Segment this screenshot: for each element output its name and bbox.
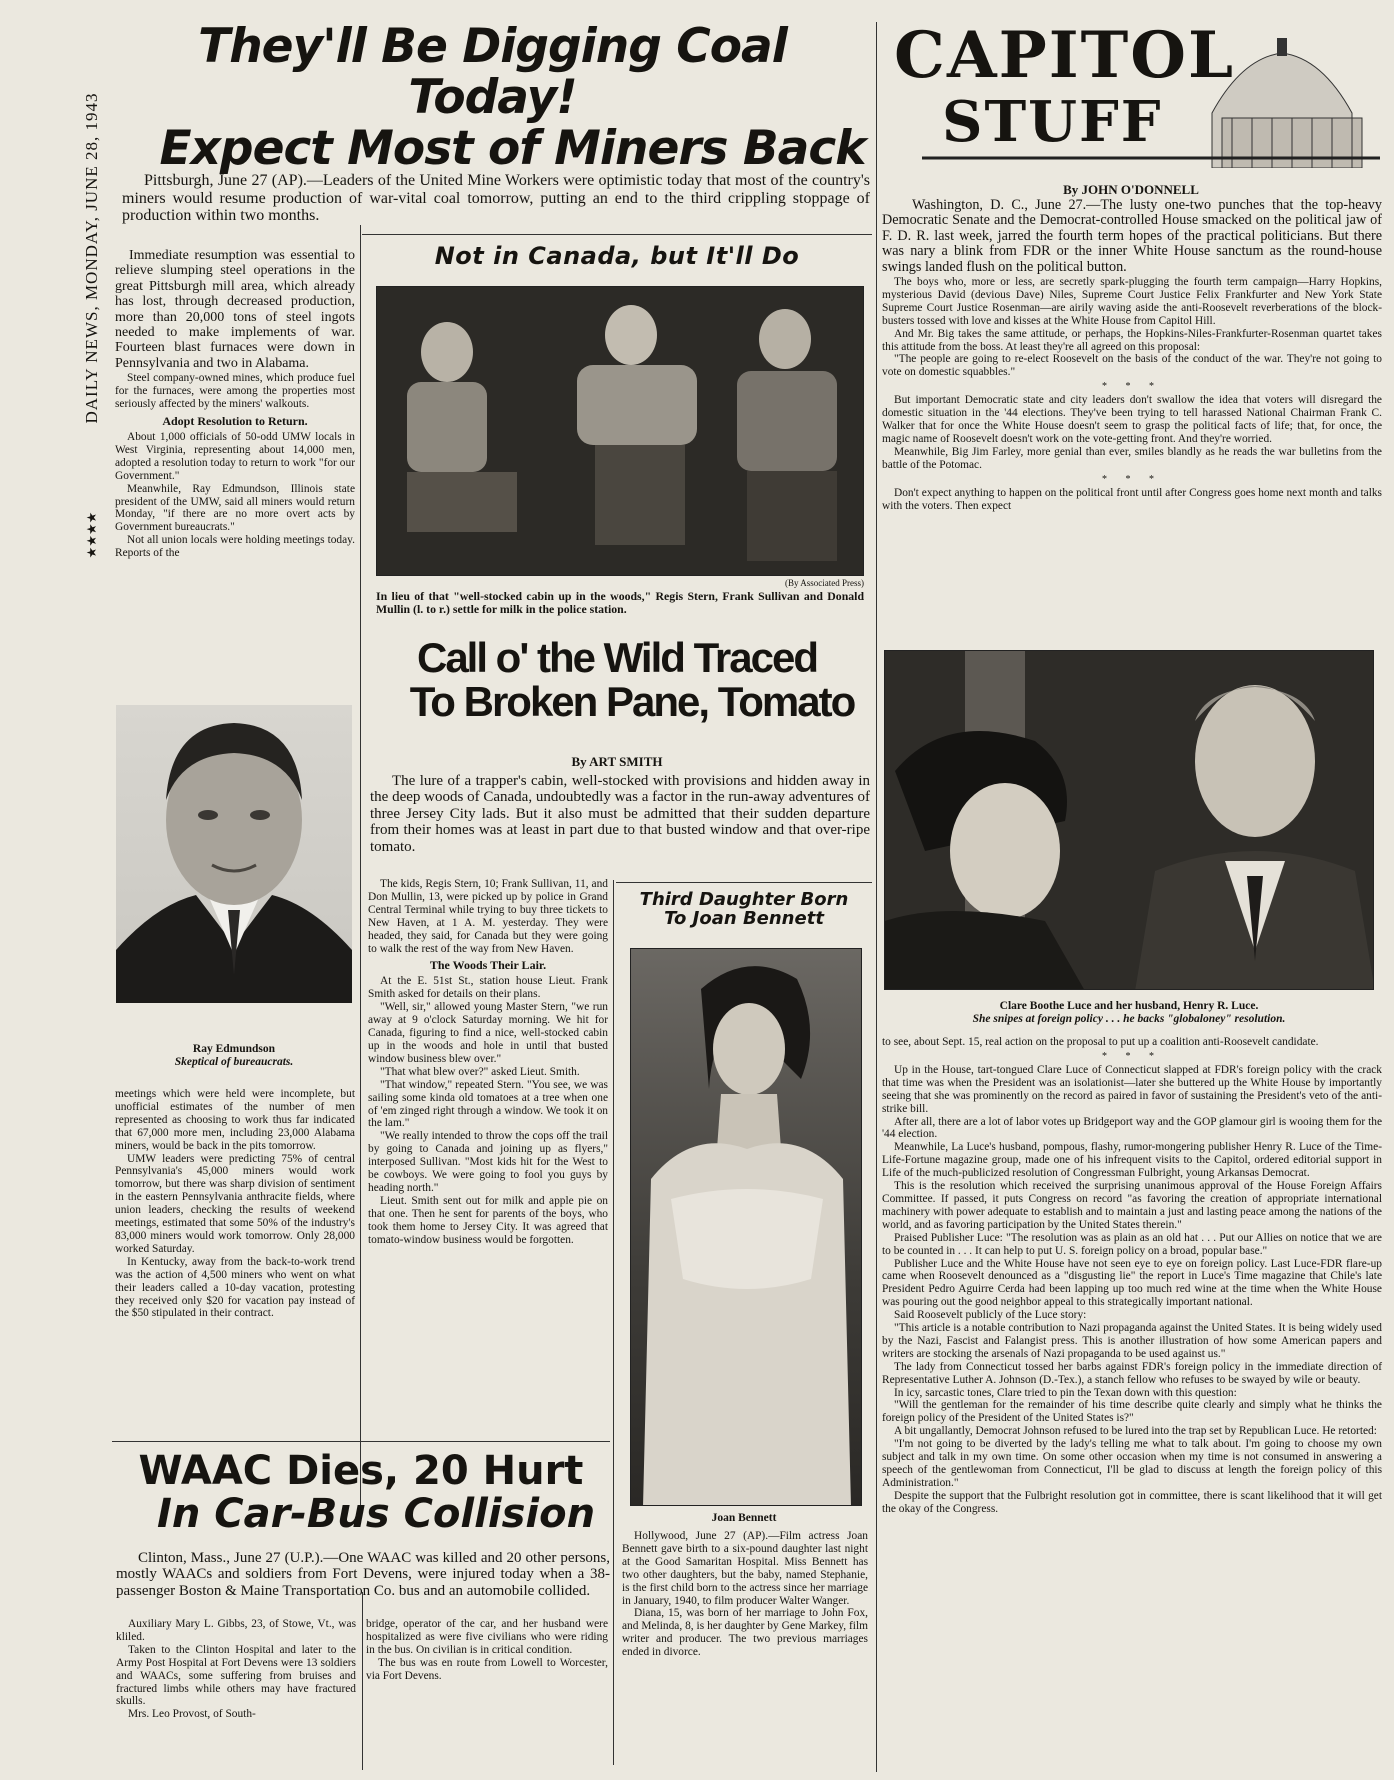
- capitol-paragraph: "Will the gentleman for the remainder of his time describe quite clearly and simply what he thinks the foreign policy of the President of the United States is?": [882, 1399, 1382, 1425]
- column-rule: [613, 880, 614, 1765]
- waac-lead-text: Clinton, Mass., June 27 (U.P.).—One WAAC was killed and 20 other persons, mostly WAACs and soldiers from Fort Devens, were injured today when a 38-passenger Boston & Maine Transportation Co. bus and an automobile collided.: [116, 1550, 610, 1599]
- capitol-paragraph: After all, there are a lot of labor votes up Bridgeport way and the GOP glamour girl is wooing them for the '44 election.: [882, 1115, 1382, 1141]
- capitol-body-bottom: [882, 1036, 1382, 1516]
- canada-credit-text: (By Associated Press): [785, 578, 864, 588]
- section-rule: [362, 234, 872, 235]
- waac-column-2: [366, 1618, 608, 1683]
- wild-paragraph: The kids, Regis Stern, 10; Frank Sullivan, 11, and Don Mullin, 13, were picked up by police in Grand Central Terminal while trying to buy three tickets to New Haven, at 1 A. M. yesterday. They were headed, they said, for Canada but they were going to walk the rest of the way from New Haven.: [368, 878, 608, 955]
- section-dots: * * *: [1102, 381, 1162, 393]
- section-rule: [616, 882, 872, 883]
- luce-illustration: [885, 651, 1374, 990]
- capitol-paragraph: This is the resolution which received the surprising unanimous approval of the House Foreign Affairs Committee. If passed, it puts Congress on record "as favoring the creation of appropriate international machinery with power adequate to establish and to maintain a just and lasting peace among the nations of the world, and as favoring participation by the United States therein.": [882, 1180, 1382, 1231]
- capitol-paragraph: Despite the support that the Fulbright resolution got in committee, there is scant likelihood that it will get the okay of the Congress.: [882, 1489, 1382, 1515]
- column-rule: [876, 22, 877, 1772]
- bennett-paragraph: Diana, 15, was born of her marriage to John Fox, and Melinda, 8, is her daughter by Gene Markey, film writer and producer. The two previous marriages ended in divorce.: [622, 1607, 868, 1659]
- capitol-body-top: [882, 198, 1382, 513]
- waac-headline-line2: In Car-Bus Collision: [156, 1491, 596, 1538]
- bennett-paragraph: Hollywood, June 27 (AP).—Film actress Joan Bennett gave birth to a six-pound daughter last night at the Good Samaritan Hospital. Miss Bennett has two other daughters, but the baby, named Stephanie, is the first child born to the actress since her marriage in January, 1940, to film producer Walter Wanger.: [622, 1530, 868, 1607]
- wild-paragraph: Lieut. Smith sent out for milk and apple pie on that one. Then he sent for parents of the boys, who took them home to Jersey City. It was agreed that tomato-window business would be forgotten.: [368, 1194, 608, 1246]
- capitol-paragraph: The boys who, more or less, are secretly spark-plugging the fourth term campaign—Harry Hopkins, mysterious David (devious Dave) Niles, Supreme Court Justice Felix Frankfurter and New York State Supreme Court Justice Rosenman—are airily waving aside the anti-Roosevelt reverberations of the block-busters tossed with love and kisses at the White House from Capitol Hill.: [882, 276, 1382, 327]
- canada-photo-caption: [376, 590, 864, 616]
- wild-paragraph: "We really intended to throw the cops off the trail by going to Canada and joining up as flyers," interposed Sullivan. "Most kids hit for the West to be cowboys. We were going to fool you guys by heading north.": [368, 1130, 608, 1194]
- capitol-paragraph: A bit ungallantly, Democrat Johnson refused to be lured into the trap set by Republican Luce. He retorted:: [894, 1425, 1377, 1438]
- coal-paragraph: Not all union locals were holding meetings today. Reports of the: [115, 534, 355, 560]
- coal-headline-line1: They'll Be Digging Coal Today!: [198, 19, 787, 125]
- luce-caption-text: Clare Boothe Luce and her husband, Henry R. Luce.: [999, 1000, 1259, 1012]
- capitol-paragraph: Up in the House, tart-tongued Clare Luce of Connecticut slapped at FDR's foreign policy with the crack that time was when the President was an isolationist—later she buttered up the White House by importantly seeing that she was prominently on the record as paired in favor of sustaining the President's veto of the anti-strike bill.: [882, 1063, 1382, 1115]
- capitol-paragraph: "This article is a notable contribution to Nazi propaganda against the United States. It is being widely used by the Nazi, Fascist and Falangist press. This is another illustration of how some American papers and writers are stocking the arsenals of Nazi propaganda to be used against us.": [882, 1322, 1382, 1360]
- luce-photo-caption: [884, 1000, 1374, 1026]
- bennett-body: [622, 1530, 868, 1659]
- waac-paragraph: Auxiliary Mary L. Gibbs, 23, of Stowe, Vt., was kliled.: [116, 1618, 356, 1643]
- wild-lead-text: The lure of a trapper's cabin, well-stocked with provisions and hidden away in the deep woods of Canada, undoubtedly was a factor in the run-away adventures of three Jersey City lads. But it also must be admitted that their sudden departure from their homes was at least in part due to that busted window and that over-ripe tomato.: [370, 773, 870, 855]
- capitol-paragraph: In icy, sarcastic tones, Clare tried to pin the Texan down with this question:: [894, 1386, 1237, 1399]
- waac-paragraph: Taken to the Clinton Hospital and later to the Army Post Hospital at Fort Devens were 13 soldiers and WAACs, some suffering from bruises and fractured limbs while others may have fractured skulls.: [116, 1643, 356, 1708]
- wild-paragraph: "That what blew over?" asked Lieut. Smith.: [380, 1065, 580, 1078]
- joan-bennett-photo: [630, 948, 862, 1506]
- canada-title-text: Not in Canada, but It'll Do: [434, 242, 800, 270]
- section-dots: * * *: [1102, 1050, 1162, 1062]
- luce-caption-desc: She snipes at foreign policy . . . he backs "globaloney" resolution.: [972, 1012, 1286, 1025]
- wild-column: [368, 878, 608, 1246]
- capitol-logo-line2: STUFF: [942, 89, 1163, 155]
- coal-paragraph: Steel company-owned mines, which produce fuel for the furnaces, were among the properties most seriously affected by the miners' walkouts.: [115, 372, 355, 411]
- coal-headline-line2: Expect Most of Miners Back: [159, 120, 866, 176]
- coal-paragraph: meetings which were held were incomplete, but unofficial estimates of the number of men represented as choosing to work thus far indicated that 67,000 more men, including 23,000 Alabama miners, would be back in the pits tomorrow.: [115, 1088, 355, 1152]
- canada-caption-text: In lieu of that "well-stocked cabin up in the woods," Regis Stern, Frank Sullivan and Donald Mullin (l. to r.) settle for milk in the police station.: [376, 589, 864, 616]
- capitol-paragraph: But important Democratic state and city leaders don't swallow the idea that voters will disregard the domestic situation in the '44 elections. They've been trying to tell harassed National Chairman Frank C. Walker that for once the White House doesn't seem to grasp the political facts of life; that, for once, the magic name of Roosevelt doesn't work on the vote-getting front. And they're worried.: [882, 394, 1382, 445]
- coal-paragraph: UMW leaders were predicting 75% of central Pennsylvania's 45,000 miners would work tomorrow, but there was sharp division of sentiment in the eastern Pennsylvania anthracite fields, where union leaders, checking the results of weekend meetings, estimated that some 50% of the industry's 83,000 miners would work tomorrow. Only 28,000 worked Saturday.: [115, 1152, 355, 1255]
- capitol-paragraph: Publisher Luce and the White House have not seen eye to eye on foreign policy. Last Luce-FDR flare-up came when Roosevelt denounced as a "disgusting lie" the report in Luce's Time magazine that Chile's late President Pedro Aguirre Cerda had been lapping up too much red wine at the time when the White House was pouring out the good neighbor appeal to this strategically important national.: [882, 1257, 1382, 1309]
- coal-lead: [122, 172, 870, 225]
- waac-column-1: [116, 1618, 356, 1721]
- wild-byline: [362, 752, 872, 772]
- waac-headline: [112, 1450, 610, 1536]
- wild-headline-line1: Call o' the Wild Traced: [416, 634, 818, 681]
- column-rule: [362, 1592, 363, 1770]
- ray-caption-desc: Skeptical of bureaucrats.: [174, 1055, 294, 1068]
- capitol-paragraph: "I'm not going to be diverted by the lady's telling me what to talk about. I'm going to choose my own subject and talk in my own time. On some other occasion when my time is not consumed in answering a speech of the gentlewoman from Connecticut, I'll be glad to discuss at length the foreign policy of this Administration.": [882, 1438, 1382, 1489]
- edition-stars-text: ★★★★: [84, 511, 99, 559]
- coal-headline: [115, 19, 870, 176]
- waac-lead: [116, 1550, 610, 1599]
- wild-headline: [362, 636, 872, 724]
- coal-column-bottom: [115, 1088, 355, 1320]
- luce-couple-photo: [884, 650, 1374, 990]
- waac-paragraph: Mrs. Leo Provost, of South-: [128, 1708, 256, 1721]
- bennett-headline-line1: Third Daughter Born: [639, 889, 849, 910]
- capitol-logo-line1: CAPITOL: [894, 18, 1236, 93]
- canada-photo-title: [362, 244, 872, 270]
- waac-paragraph: bridge, operator of the car, and her husband were hospitalized as were five civilians who were riding in the bus. On civilian is in critical condition.: [366, 1618, 608, 1656]
- dateline-text: DAILY NEWS, MONDAY, JUNE 28, 1943: [82, 92, 101, 424]
- wild-headline-line2: To Broken Pane, Tomato: [409, 678, 855, 726]
- capitol-byline-text: By JOHN O'DONNELL: [1063, 182, 1199, 197]
- capitol-paragraph: Meanwhile, La Luce's husband, pompous, flashy, rumor-mongering publisher Henry R. Luce of the Time-Life-Fortune magazine group, made one of his infrequent visits to the Capitol, ordered editorial support in Life of the much-publicized resolution of Congressman Fulbright, young Arkansas Democrat.: [882, 1141, 1382, 1180]
- bennett-illustration: [631, 949, 862, 1506]
- capitol-paragraph: Don't expect anything to happen on the political front until after Congress goes home next month and talks with the voters. Then expect: [882, 486, 1382, 512]
- wild-paragraph: At the E. 51st St., station house Lieut. Frank Smith asked for details on their plans.: [368, 975, 608, 1001]
- capitol-paragraph: And Mr. Big takes the same attitude, or perhaps, the Hopkins-Niles-Frankfurter-Rosenman quartet takes this attitude from the boss. At least they're all agreed on this proposal:: [882, 327, 1382, 353]
- capitol-paragraph: Praised Publisher Luce: "The resolution was as plain as an old hat . . . Put our Allies on notice that we are to be counted in . . . It can help to put U. S. foreign policy on a broad, popular base.": [882, 1231, 1382, 1257]
- column-rule: [360, 225, 361, 1515]
- wild-lead: [370, 773, 870, 855]
- bennett-photo-caption: [616, 1512, 872, 1525]
- capitol-paragraph: The lady from Connecticut tossed her barbs against FDR's foreign policy in the immediate direction of Representative Luther A. Johnson (D.-Tex.), a stanch fellow who refuses to be swayed by wile or beauty.: [882, 1360, 1382, 1386]
- coal-paragraph: In Kentucky, away from the back-to-work trend was the action of 4,500 miners who went on what their leaders called a 10-day vacation, protesting they received only $20 for vacation pay instead of the $50 stipulated in their contract.: [115, 1255, 355, 1320]
- capitol-paragraph: "The people are going to re-elect Roosevelt on the basis of the conduct of the war. They're not going to vote on domestic squabbles.": [882, 353, 1382, 379]
- capitol-paragraph: Said Roosevelt publicly of the Luce story:: [894, 1309, 1087, 1322]
- bennett-headline-line2: To Joan Bennett: [664, 908, 824, 930]
- wild-paragraph: "Well, sir," allowed young Master Stern, "we run away at 9 o'clock Saturday morning. We hit for Canada, figuring to find a nice, well-stocked cabin up in the woods and hole in until that busted window business blew over.": [368, 1001, 608, 1065]
- waac-paragraph: The bus was en route from Lowell to Worcester, via Fort Devens.: [366, 1656, 608, 1682]
- dateline: [72, 28, 112, 488]
- wild-subhead: The Woods Their Lair.: [429, 958, 547, 973]
- capitol-paragraph: Meanwhile, Big Jim Farley, more genial than ever, smiles blandly as he reads the war bulletins from the battle of the Potomac.: [882, 445, 1382, 471]
- coal-lead-text: Pittsburgh, June 27 (AP).—Leaders of the United Mine Workers were optimistic today that most of the country's miners would resume production of war-vital coal tomorrow, putting an end to the third crippling stoppage of production within two months.: [122, 172, 870, 224]
- coal-paragraph: Meanwhile, Ray Edmundson, Illinois state president of the UMW, said all miners would return Monday, "if there are no more overt acts by Government bureaucrats.": [115, 482, 355, 534]
- coal-paragraph: Immediate resumption was essential to relieve slumping steel operations in the great Pittsburgh mill area, which already has lost, through decreased production, more than 20,000 tons of steel ingots needed to make implements of war. Fourteen blast furnaces were down in Pennsylvania and two in Alabama.: [115, 248, 355, 371]
- section-dots: * * *: [1102, 473, 1162, 485]
- coal-column-top: [115, 248, 355, 560]
- bennett-headline: [616, 890, 872, 929]
- portrait-illustration: [116, 705, 352, 1003]
- boys-illustration: [377, 287, 864, 576]
- ray-caption-name: Ray Edmundson: [192, 1043, 276, 1055]
- bennett-caption-text: Joan Bennett: [711, 1512, 777, 1524]
- coal-paragraph: About 1,000 officials of 50-odd UMW locals in West Virginia, representing about 14,000 men, adopted a resolution today to return to work "for our Government.": [115, 430, 355, 482]
- edition-stars: [80, 505, 104, 565]
- ray-edmundson-photo: [116, 705, 352, 1003]
- ray-edmundson-caption: [116, 1043, 352, 1069]
- waac-headline-line1: WAAC Dies, 20 Hurt: [138, 1448, 584, 1494]
- boys-police-station-photo: [376, 286, 864, 576]
- capitol-stuff-logo: [882, 18, 1380, 168]
- section-rule: [112, 1441, 610, 1442]
- capitol-lead-text: Washington, D. C., June 27.—The lusty one-two punches that the top-heavy Democratic Senate and the Democrat-controlled House smacked on the political jaw of F. D. R. last week, jarred the fourth term hopes of the practical politicians. But there was nary a blink from FDR or the inner White House sanctum as the round-house swings landed flush on the political button.: [882, 197, 1382, 275]
- wild-paragraph: "That window," repeated Stern. "You see, we was sailing some kinda old tomatoes at a tree when one of 'em zinged right through a window. We took it on the lam.": [368, 1078, 608, 1130]
- wild-byline-text: By ART SMITH: [571, 754, 663, 769]
- coal-subhead: Adopt Resolution to Return.: [162, 413, 308, 428]
- capitol-paragraph: to see, about Sept. 15, real action on the proposal to put up a coalition anti-Roosevelt candidate.: [882, 1036, 1319, 1048]
- canada-photo-credit: [740, 578, 864, 588]
